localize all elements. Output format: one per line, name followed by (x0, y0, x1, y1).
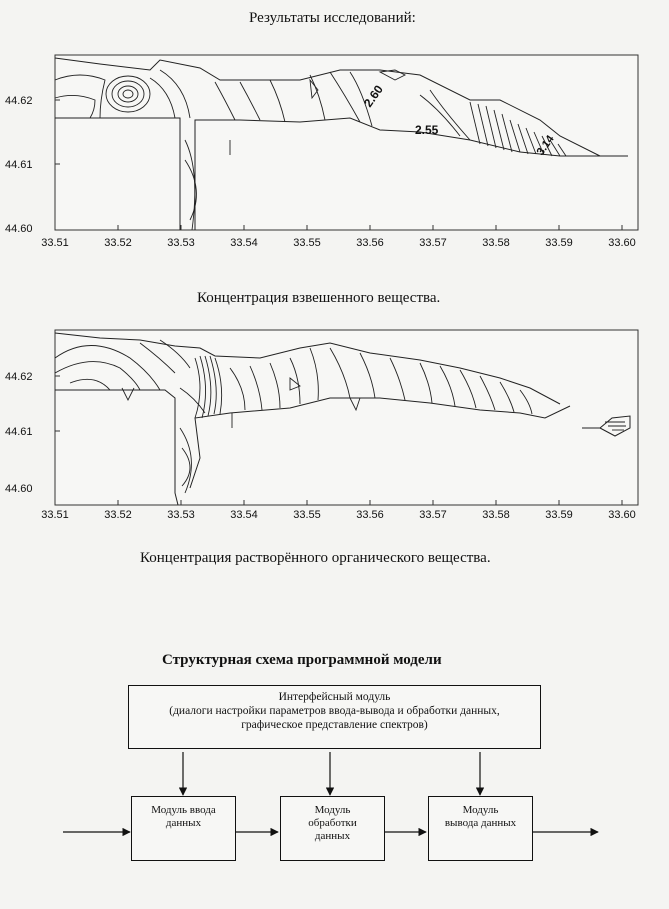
x-tick-label: 33.57 (419, 509, 447, 521)
x-tick-label: 33.52 (104, 509, 132, 521)
map1-caption: Концентрация взвешенного вещества. (197, 290, 441, 306)
interface-module-line2: (диалоги настройки параметров ввода-вывода и обработки данных, (169, 705, 500, 717)
diagram-title: Структурная схема программной модели (162, 652, 442, 668)
output-module-line1: Модуль (462, 804, 499, 816)
processing-module-line3: данных (314, 830, 351, 842)
x-tick-label: 33.54 (230, 509, 258, 521)
x-tick-label: 33.51 (41, 509, 69, 521)
x-tick-label: 33.60 (608, 509, 636, 521)
processing-module-box (280, 796, 385, 861)
section-title: Результаты исследований: (249, 10, 416, 26)
x-tick-label: 33.51 (41, 237, 69, 249)
map2-caption: Концентрация растворённого органического вещества. (140, 550, 491, 566)
y-tick-label: 44.61 (5, 159, 33, 171)
contour-label: 3.14 (534, 133, 557, 158)
y-tick-label: 44.60 (5, 483, 33, 495)
x-tick-label: 33.57 (419, 237, 447, 249)
x-tick-label: 33.53 (167, 509, 195, 521)
x-tick-label: 33.56 (356, 509, 384, 521)
x-tick-label: 33.58 (482, 237, 510, 249)
interface-module-box (128, 685, 541, 749)
input-module-line1: Модуль ввода (151, 804, 216, 816)
x-tick-label: 33.52 (104, 237, 132, 249)
x-tick-label: 33.55 (293, 237, 321, 249)
interface-module-line1: Интерфейсный модуль (278, 691, 391, 703)
interface-module-line3: графическое представление спектров) (241, 719, 428, 731)
contour-map-dissolved-organic-matter (0, 318, 669, 523)
y-tick-label: 44.60 (5, 223, 33, 235)
contour-label: 2.60 (360, 82, 386, 110)
x-tick-label: 33.60 (608, 237, 636, 249)
output-module-line2: вывода данных (444, 817, 517, 829)
y-tick-label: 44.61 (5, 426, 33, 438)
x-tick-label: 33.54 (230, 237, 258, 249)
x-tick-label: 33.59 (545, 509, 573, 521)
contour-map-suspended-matter (0, 40, 669, 255)
y-tick-label: 44.62 (5, 95, 33, 107)
y-tick-label: 44.62 (5, 371, 33, 383)
input-module-box (131, 796, 236, 861)
x-tick-label: 33.53 (167, 237, 195, 249)
x-tick-label: 33.59 (545, 237, 573, 249)
contour-label: 2.55 (415, 123, 439, 137)
x-tick-label: 33.56 (356, 237, 384, 249)
processing-module-line1: Модуль (314, 804, 351, 816)
input-module-line2: данных (165, 817, 202, 829)
x-tick-label: 33.55 (293, 509, 321, 521)
processing-module-line2: обработки (308, 817, 357, 829)
output-module-box (428, 796, 533, 861)
x-tick-label: 33.58 (482, 509, 510, 521)
